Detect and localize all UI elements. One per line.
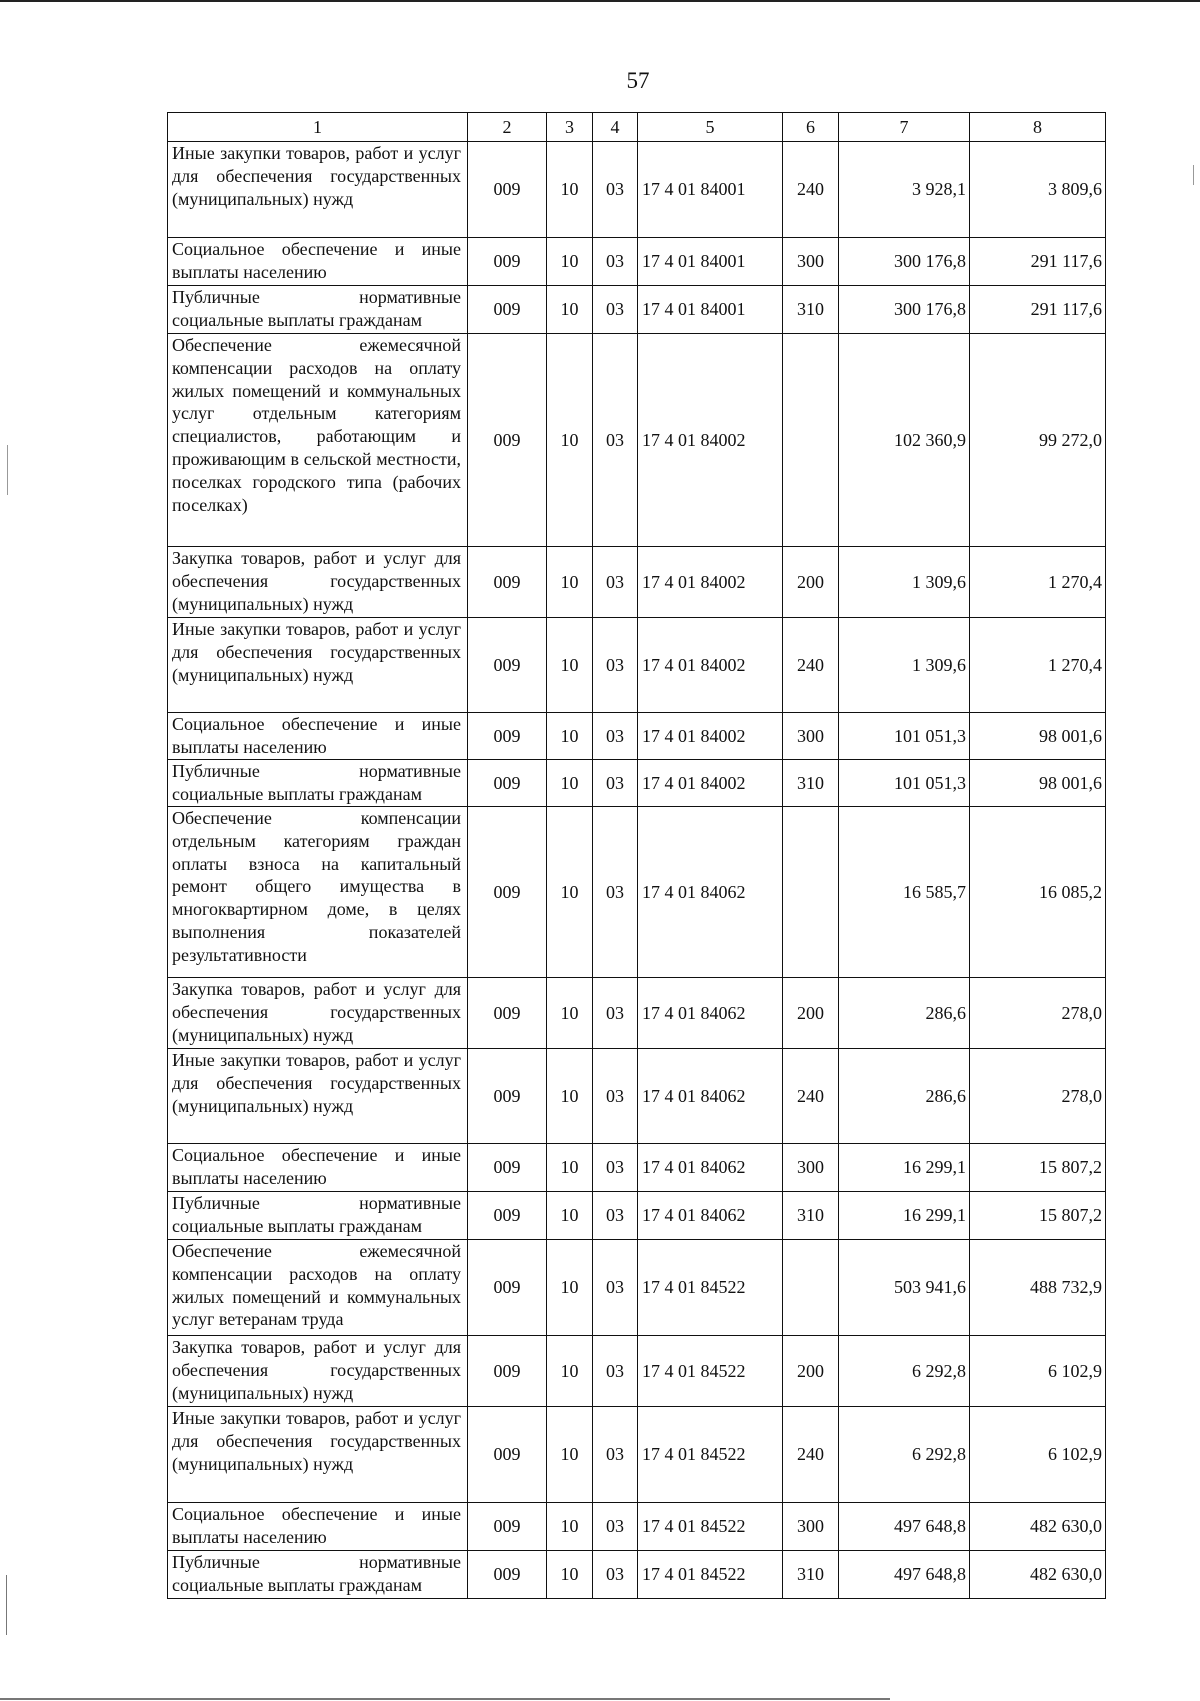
expense-type-code: 200 bbox=[783, 978, 839, 1049]
item-name: Публичные нормативные социальные выплаты гражданам bbox=[168, 760, 468, 807]
amount-col8: 16 085,2 bbox=[970, 807, 1106, 978]
target-article-code: 17 4 01 84062 bbox=[638, 1049, 783, 1144]
amount-col7: 102 360,9 bbox=[839, 334, 970, 547]
subsection-code: 03 bbox=[593, 1144, 638, 1192]
section-code: 10 bbox=[547, 142, 593, 238]
target-article-code: 17 4 01 84002 bbox=[638, 547, 783, 618]
target-article-code: 17 4 01 84522 bbox=[638, 1551, 783, 1599]
section-code: 10 bbox=[547, 713, 593, 760]
column-header: 1 bbox=[168, 113, 468, 142]
ministry-code: 009 bbox=[468, 1240, 547, 1336]
table-row bbox=[168, 1049, 1106, 1144]
page-number: 57 bbox=[626, 68, 650, 93]
amount-col8: 278,0 bbox=[970, 978, 1106, 1049]
section-code: 10 bbox=[547, 238, 593, 286]
expense-type-code: 240 bbox=[783, 142, 839, 238]
amount-col7: 3 928,1 bbox=[839, 142, 970, 238]
ministry-code: 009 bbox=[468, 713, 547, 760]
amount-col7: 497 648,8 bbox=[839, 1503, 970, 1551]
item-name: Иные закупки товаров, работ и услуг для обеспечения государственных (муниципальных) нужд bbox=[168, 1049, 468, 1144]
table-row bbox=[168, 1192, 1106, 1240]
ministry-code: 009 bbox=[468, 1144, 547, 1192]
amount-col7: 300 176,8 bbox=[839, 238, 970, 286]
section-code: 10 bbox=[547, 1407, 593, 1503]
ministry-code: 009 bbox=[468, 1049, 547, 1144]
amount-col8: 291 117,6 bbox=[970, 238, 1106, 286]
item-name: Публичные нормативные социальные выплаты гражданам bbox=[168, 286, 468, 334]
subsection-code: 03 bbox=[593, 760, 638, 807]
target-article-code: 17 4 01 84062 bbox=[638, 807, 783, 978]
expense-type-code bbox=[783, 1240, 839, 1336]
ministry-code: 009 bbox=[468, 1192, 547, 1240]
amount-col8: 98 001,6 bbox=[970, 760, 1106, 807]
ministry-code: 009 bbox=[468, 142, 547, 238]
subsection-code: 03 bbox=[593, 1551, 638, 1599]
item-name: Социальное обеспечение и иные выплаты населению bbox=[168, 238, 468, 286]
amount-col8: 482 630,0 bbox=[970, 1551, 1106, 1599]
subsection-code: 03 bbox=[593, 1336, 638, 1407]
ministry-code: 009 bbox=[468, 1503, 547, 1551]
column-header: 5 bbox=[638, 113, 783, 142]
amount-col8: 3 809,6 bbox=[970, 142, 1106, 238]
item-name: Социальное обеспечение и иные выплаты населению bbox=[168, 1503, 468, 1551]
target-article-code: 17 4 01 84001 bbox=[638, 286, 783, 334]
amount-col7: 16 299,1 bbox=[839, 1144, 970, 1192]
target-article-code: 17 4 01 84002 bbox=[638, 760, 783, 807]
target-article-code: 17 4 01 84002 bbox=[638, 334, 783, 547]
table-row bbox=[168, 1407, 1106, 1503]
ministry-code: 009 bbox=[468, 334, 547, 547]
target-article-code: 17 4 01 84002 bbox=[638, 713, 783, 760]
expense-type-code: 300 bbox=[783, 1144, 839, 1192]
amount-col7: 6 292,8 bbox=[839, 1336, 970, 1407]
header-row bbox=[168, 113, 1106, 142]
expense-type-code bbox=[783, 334, 839, 547]
table-row bbox=[168, 760, 1106, 807]
item-name: Социальное обеспечение и иные выплаты населению bbox=[168, 713, 468, 760]
section-code: 10 bbox=[547, 1336, 593, 1407]
section-code: 10 bbox=[547, 1503, 593, 1551]
amount-col8: 6 102,9 bbox=[970, 1336, 1106, 1407]
subsection-code: 03 bbox=[593, 978, 638, 1049]
item-name: Иные закупки товаров, работ и услуг для обеспечения государственных (муниципальных) нужд bbox=[168, 618, 468, 713]
target-article-code: 17 4 01 84522 bbox=[638, 1240, 783, 1336]
column-header: 6 bbox=[783, 113, 839, 142]
target-article-code: 17 4 01 84522 bbox=[638, 1407, 783, 1503]
ministry-code: 009 bbox=[468, 286, 547, 334]
section-code: 10 bbox=[547, 1240, 593, 1336]
table-row bbox=[168, 807, 1106, 978]
amount-col7: 16 299,1 bbox=[839, 1192, 970, 1240]
scan-border-bottom bbox=[0, 1698, 890, 1700]
section-code: 10 bbox=[547, 807, 593, 978]
subsection-code: 03 bbox=[593, 334, 638, 547]
table-row bbox=[168, 142, 1106, 238]
subsection-code: 03 bbox=[593, 713, 638, 760]
table-row bbox=[168, 618, 1106, 713]
section-code: 10 bbox=[547, 1144, 593, 1192]
section-code: 10 bbox=[547, 760, 593, 807]
amount-col7: 6 292,8 bbox=[839, 1407, 970, 1503]
table-row bbox=[168, 1144, 1106, 1192]
expense-type-code: 200 bbox=[783, 547, 839, 618]
column-header: 3 bbox=[547, 113, 593, 142]
table-row bbox=[168, 1503, 1106, 1551]
target-article-code: 17 4 01 84522 bbox=[638, 1503, 783, 1551]
item-name: Публичные нормативные социальные выплаты гражданам bbox=[168, 1551, 468, 1599]
expense-type-code: 240 bbox=[783, 1407, 839, 1503]
subsection-code: 03 bbox=[593, 807, 638, 978]
section-code: 10 bbox=[547, 286, 593, 334]
ministry-code: 009 bbox=[468, 978, 547, 1049]
amount-col7: 503 941,6 bbox=[839, 1240, 970, 1336]
amount-col8: 488 732,9 bbox=[970, 1240, 1106, 1336]
subsection-code: 03 bbox=[593, 1049, 638, 1144]
expense-type-code: 310 bbox=[783, 760, 839, 807]
target-article-code: 17 4 01 84001 bbox=[638, 238, 783, 286]
subsection-code: 03 bbox=[593, 1503, 638, 1551]
target-article-code: 17 4 01 84062 bbox=[638, 1144, 783, 1192]
amount-col8: 6 102,9 bbox=[970, 1407, 1106, 1503]
expense-type-code: 240 bbox=[783, 1049, 839, 1144]
expense-type-code: 200 bbox=[783, 1336, 839, 1407]
amount-col7: 286,6 bbox=[839, 1049, 970, 1144]
item-name: Обеспечение ежемесячной компенсации расходов на оплату жилых помещений и коммунальных услуг отдельным категориям специалистов, работающим и проживающим в сельской местности, поселках городского типа (рабочих поселках) bbox=[168, 334, 468, 547]
table-row bbox=[168, 334, 1106, 547]
scan-mark-left bbox=[7, 445, 8, 495]
amount-col7: 101 051,3 bbox=[839, 760, 970, 807]
table-body bbox=[168, 113, 1106, 1599]
item-name: Иные закупки товаров, работ и услуг для обеспечения государственных (муниципальных) нужд bbox=[168, 1407, 468, 1503]
amount-col7: 300 176,8 bbox=[839, 286, 970, 334]
amount-col7: 101 051,3 bbox=[839, 713, 970, 760]
target-article-code: 17 4 01 84522 bbox=[638, 1336, 783, 1407]
amount-col8: 99 272,0 bbox=[970, 334, 1106, 547]
section-code: 10 bbox=[547, 978, 593, 1049]
subsection-code: 03 bbox=[593, 142, 638, 238]
ministry-code: 009 bbox=[468, 1407, 547, 1503]
target-article-code: 17 4 01 84062 bbox=[638, 1192, 783, 1240]
amount-col8: 1 270,4 bbox=[970, 547, 1106, 618]
amount-col8: 15 807,2 bbox=[970, 1192, 1106, 1240]
scan-mark-right bbox=[1193, 165, 1194, 185]
ministry-code: 009 bbox=[468, 618, 547, 713]
subsection-code: 03 bbox=[593, 618, 638, 713]
table-row bbox=[168, 978, 1106, 1049]
expense-type-code bbox=[783, 807, 839, 978]
expense-type-code: 300 bbox=[783, 238, 839, 286]
amount-col7: 1 309,6 bbox=[839, 547, 970, 618]
item-name: Закупка товаров, работ и услуг для обеспечения государственных (муниципальных) нужд bbox=[168, 1336, 468, 1407]
item-name: Закупка товаров, работ и услуг для обеспечения государственных (муниципальных) нужд bbox=[168, 547, 468, 618]
expense-type-code: 300 bbox=[783, 713, 839, 760]
item-name: Публичные нормативные социальные выплаты гражданам bbox=[168, 1192, 468, 1240]
ministry-code: 009 bbox=[468, 547, 547, 618]
table-row bbox=[168, 713, 1106, 760]
subsection-code: 03 bbox=[593, 547, 638, 618]
amount-col8: 98 001,6 bbox=[970, 713, 1106, 760]
subsection-code: 03 bbox=[593, 286, 638, 334]
item-name: Социальное обеспечение и иные выплаты населению bbox=[168, 1144, 468, 1192]
item-name: Обеспечение компенсации отдельным категориям граждан оплаты взноса на капитальный ремонт общего имущества в многоквартирном доме, в целях выполнения показателей результативности bbox=[168, 807, 468, 978]
ministry-code: 009 bbox=[468, 760, 547, 807]
amount-col8: 291 117,6 bbox=[970, 286, 1106, 334]
subsection-code: 03 bbox=[593, 238, 638, 286]
column-header: 4 bbox=[593, 113, 638, 142]
expense-type-code: 300 bbox=[783, 1503, 839, 1551]
scan-border-top bbox=[0, 0, 1200, 2]
amount-col8: 15 807,2 bbox=[970, 1144, 1106, 1192]
amount-col8: 482 630,0 bbox=[970, 1503, 1106, 1551]
section-code: 10 bbox=[547, 618, 593, 713]
table-row bbox=[168, 238, 1106, 286]
table-row bbox=[168, 286, 1106, 334]
table-row bbox=[168, 1240, 1106, 1336]
item-name: Закупка товаров, работ и услуг для обеспечения государственных (муниципальных) нужд bbox=[168, 978, 468, 1049]
ministry-code: 009 bbox=[468, 807, 547, 978]
subsection-code: 03 bbox=[593, 1240, 638, 1336]
amount-col8: 1 270,4 bbox=[970, 618, 1106, 713]
section-code: 10 bbox=[547, 1049, 593, 1144]
section-code: 10 bbox=[547, 334, 593, 547]
section-code: 10 bbox=[547, 547, 593, 618]
target-article-code: 17 4 01 84062 bbox=[638, 978, 783, 1049]
section-code: 10 bbox=[547, 1551, 593, 1599]
table-row bbox=[168, 1336, 1106, 1407]
amount-col7: 1 309,6 bbox=[839, 618, 970, 713]
column-header: 7 bbox=[839, 113, 970, 142]
section-code: 10 bbox=[547, 1192, 593, 1240]
amount-col8: 278,0 bbox=[970, 1049, 1106, 1144]
table-row bbox=[168, 1551, 1106, 1599]
item-name: Иные закупки товаров, работ и услуг для обеспечения государственных (муниципальных) нужд bbox=[168, 142, 468, 238]
target-article-code: 17 4 01 84002 bbox=[638, 618, 783, 713]
subsection-code: 03 bbox=[593, 1192, 638, 1240]
expense-type-code: 310 bbox=[783, 1551, 839, 1599]
ministry-code: 009 bbox=[468, 1336, 547, 1407]
amount-col7: 286,6 bbox=[839, 978, 970, 1049]
amount-col7: 16 585,7 bbox=[839, 807, 970, 978]
target-article-code: 17 4 01 84001 bbox=[638, 142, 783, 238]
budget-table bbox=[167, 112, 1106, 1599]
expense-type-code: 310 bbox=[783, 1192, 839, 1240]
ministry-code: 009 bbox=[468, 238, 547, 286]
column-header: 2 bbox=[468, 113, 547, 142]
expense-type-code: 240 bbox=[783, 618, 839, 713]
item-name: Обеспечение ежемесячной компенсации расходов на оплату жилых помещений и коммунальных услуг ветеранам труда bbox=[168, 1240, 468, 1336]
amount-col7: 497 648,8 bbox=[839, 1551, 970, 1599]
subsection-code: 03 bbox=[593, 1407, 638, 1503]
scan-mark-left-bottom bbox=[6, 1575, 7, 1635]
ministry-code: 009 bbox=[468, 1551, 547, 1599]
table-row bbox=[168, 547, 1106, 618]
expense-type-code: 310 bbox=[783, 286, 839, 334]
column-header: 8 bbox=[970, 113, 1106, 142]
